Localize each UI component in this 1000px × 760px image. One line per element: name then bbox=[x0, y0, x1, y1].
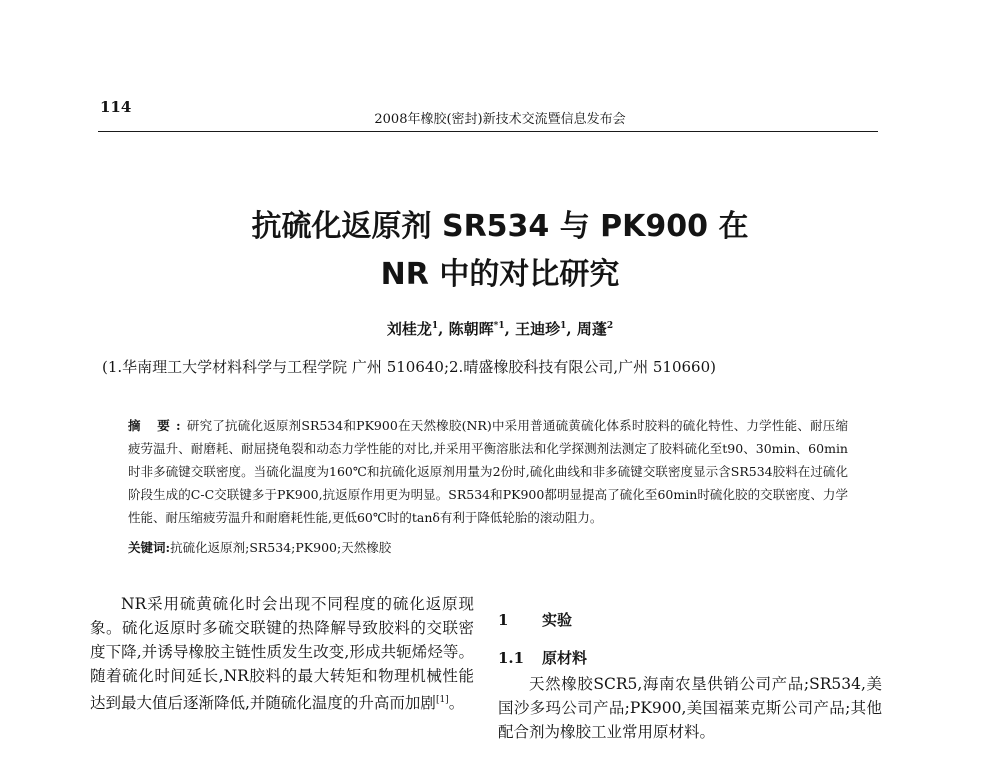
section-number: 1.1 bbox=[498, 649, 525, 667]
section-number: 1 bbox=[498, 611, 509, 629]
author-affil-mark: 2 bbox=[606, 321, 614, 331]
abstract-label: 摘 要: bbox=[128, 418, 187, 433]
citation-ref: [1] bbox=[435, 695, 449, 705]
left-column bbox=[90, 592, 474, 715]
running-header: 2008年橡胶(密封)新技术交流暨信息发布会 bbox=[374, 112, 626, 127]
author-separator: , bbox=[566, 320, 572, 338]
section-title: 实验 bbox=[542, 611, 573, 629]
intro-paragraph bbox=[90, 592, 474, 715]
title-line-1: 抗硫化返原剂 SR534 与 PK900 在 bbox=[251, 209, 749, 244]
author-affil-mark: *1 bbox=[493, 321, 505, 331]
author-affil-mark: 1 bbox=[560, 321, 567, 331]
section-title: 原材料 bbox=[542, 649, 588, 667]
author-separator: , bbox=[504, 320, 510, 338]
intro-end: 。 bbox=[448, 694, 465, 713]
author-affil-mark: 1 bbox=[431, 321, 439, 331]
affiliations: (1.华南理工大学材料科学与工程学院 广州 510640;2.晴盛橡胶科技有限公司,广州 510660) bbox=[102, 358, 716, 376]
abstract bbox=[128, 414, 848, 529]
keywords-text: 抗硫化返原剂;SR534;PK900;天然橡胶 bbox=[170, 540, 392, 555]
author-name: 周蓬 bbox=[576, 320, 607, 338]
page-number: 114 bbox=[100, 98, 132, 116]
section-heading-1-1 bbox=[498, 646, 587, 670]
author-list bbox=[0, 318, 1000, 339]
author-separator: , bbox=[438, 320, 444, 338]
author-name: 王迪珍 bbox=[515, 320, 561, 338]
abstract-text: 研究了抗硫化返原剂SR534和PK900在天然橡胶(NR)中采用普通硫黄硫化体系时胶料的硫化特性、力学性能、耐压缩疲劳温升、耐磨耗、耐屈挠龟裂和动态力学性能的对比,并采用平衡溶胀法和化学探测剂法测定了胶料硫化至t90、30min、60min时非多硫键交联密度。当硫化温度为160℃和抗硫化返原剂用量为2份时,硫化曲线和非多硫键交联密度显示含SR534胶料在过硫化阶段生成的C-C交联键多于PK900,抗返原作用更为明显。SR534和PK900都明显提高了硫化至60min时硫化胶的交联密度、力学性能、耐压缩疲劳温升和耐磨耗性能,更低60℃时的tanδ有利于降低轮胎的滚动阻力。 bbox=[128, 418, 848, 525]
intro-text: NR采用硫黄硫化时会出现不同程度的硫化返原现象。硫化返原时多硫交联键的热降解导致胶料的交联密度下降,并诱导橡胶主链性质发生改变,形成共轭烯烃等。随着硫化时间延长,NR胶料的最大转矩和物理机械性能达到最大值后逐渐降低,并随硫化温度的升高而加剧 bbox=[90, 595, 474, 713]
author-name: 陈朝晖 bbox=[448, 320, 494, 338]
header-rule bbox=[98, 131, 878, 132]
author-name: 刘桂龙 bbox=[386, 320, 432, 338]
keywords bbox=[128, 538, 391, 556]
keywords-label: 关键词: bbox=[128, 540, 171, 555]
materials-paragraph: 天然橡胶SCR5,海南农垦供销公司产品;SR534,美国沙多玛公司产品;PK900,美国福莱克斯公司产品;其他配合剂为橡胶工业常用原材料。 bbox=[498, 675, 882, 741]
title-line-2: NR 中的对比研究 bbox=[380, 257, 620, 292]
paper-title bbox=[0, 203, 1000, 299]
section-heading-1 bbox=[498, 608, 572, 632]
